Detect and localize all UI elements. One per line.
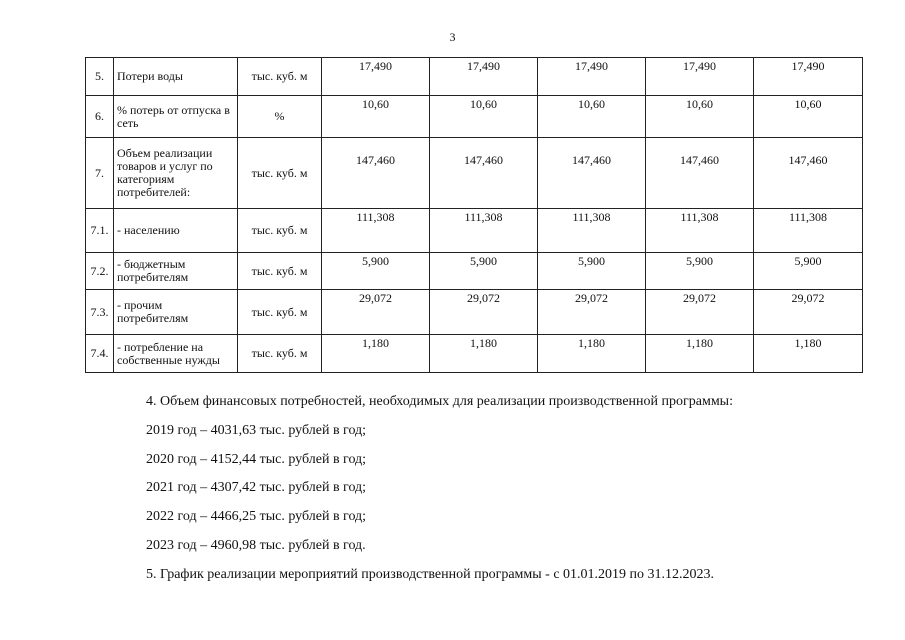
row-unit: тыс. куб. м: [238, 58, 322, 96]
row-value: 17,490: [538, 58, 646, 96]
row-name: - прочим потребителям: [114, 290, 238, 335]
row-value: 111,308: [646, 209, 754, 253]
paragraph-year-2022: 2022 год – 4466,25 тыс. рублей в год;: [146, 509, 367, 525]
row-value: 29,072: [430, 290, 538, 335]
row-unit: тыс. куб. м: [238, 138, 322, 209]
row-value: 17,490: [754, 58, 863, 96]
row-name: - бюджетным потребителям: [114, 253, 238, 290]
paragraph-year-2019: 2019 год – 4031,63 тыс. рублей в год;: [146, 422, 367, 438]
row-value: 1,180: [322, 335, 430, 373]
row-value: 29,072: [538, 290, 646, 335]
row-number: 6.: [86, 96, 114, 138]
row-value: 29,072: [754, 290, 863, 335]
row-value: 1,180: [538, 335, 646, 373]
table-row: [86, 209, 863, 253]
row-value: 147,460: [754, 138, 863, 209]
row-value: 111,308: [430, 209, 538, 253]
row-value: 10,60: [430, 96, 538, 138]
page-number: 3: [449, 30, 456, 44]
row-value: 29,072: [322, 290, 430, 335]
row-value: 17,490: [322, 58, 430, 96]
row-value: 147,460: [430, 138, 538, 209]
paragraph-financial-needs: 4. Объем финансовых потребностей, необходимых для реализации производственной программы:: [146, 394, 733, 409]
row-value: 17,490: [646, 58, 754, 96]
table-row: [86, 58, 863, 96]
table-row: [86, 138, 863, 209]
paragraph-year-2021: 2021 год – 4307,42 тыс. рублей в год;: [146, 480, 367, 496]
row-name: Объем реализации товаров и услуг по категориям потребителей:: [114, 138, 238, 209]
row-value: 10,60: [646, 96, 754, 138]
row-value: 147,460: [322, 138, 430, 209]
row-value: 111,308: [322, 209, 430, 253]
row-unit: %: [238, 96, 322, 138]
row-value: 1,180: [754, 335, 863, 373]
row-number: 7.2.: [86, 253, 114, 290]
row-number: 7.3.: [86, 290, 114, 335]
paragraph-schedule: 5. График реализации мероприятий производственной программы - с 01.01.2019 по 31.12.2023.: [146, 566, 715, 582]
row-unit: тыс. куб. м: [238, 253, 322, 290]
row-number: 7.1.: [86, 209, 114, 253]
row-value: 147,460: [538, 138, 646, 209]
row-name: Потери воды: [114, 58, 238, 96]
table-row: [86, 96, 863, 138]
row-unit: тыс. куб. м: [238, 335, 322, 373]
row-name: - потребление на собственные нужды: [114, 335, 238, 373]
row-value: 10,60: [322, 96, 430, 138]
row-value: 111,308: [538, 209, 646, 253]
row-value: 111,308: [754, 209, 863, 253]
row-value: 10,60: [538, 96, 646, 138]
paragraph-year-2020: 2020 год – 4152,44 тыс. рублей в год;: [146, 451, 367, 467]
paragraph-year-2023: 2023 год – 4960,98 тыс. рублей в год.: [146, 537, 366, 553]
row-name: % потерь от отпуска в сеть: [114, 96, 238, 138]
row-number: 7.4.: [86, 335, 114, 373]
table-row: [86, 335, 863, 373]
row-number: 5.: [86, 58, 114, 96]
table-row: [86, 253, 863, 290]
row-number: 7.: [86, 138, 114, 209]
row-value: 1,180: [646, 335, 754, 373]
row-value: 1,180: [430, 335, 538, 373]
row-value: 17,490: [430, 58, 538, 96]
row-value: 29,072: [646, 290, 754, 335]
row-value: 5,900: [646, 253, 754, 290]
row-value: 5,900: [754, 253, 863, 290]
row-name: - населению: [114, 209, 238, 253]
row-unit: тыс. куб. м: [238, 209, 322, 253]
row-value: 5,900: [538, 253, 646, 290]
row-value: 147,460: [646, 138, 754, 209]
indicators-table: [85, 57, 863, 373]
table-row: [86, 290, 863, 335]
financial-text: [146, 392, 733, 594]
row-value: 10,60: [754, 96, 863, 138]
row-unit: тыс. куб. м: [238, 290, 322, 335]
row-value: 5,900: [322, 253, 430, 290]
row-value: 5,900: [430, 253, 538, 290]
